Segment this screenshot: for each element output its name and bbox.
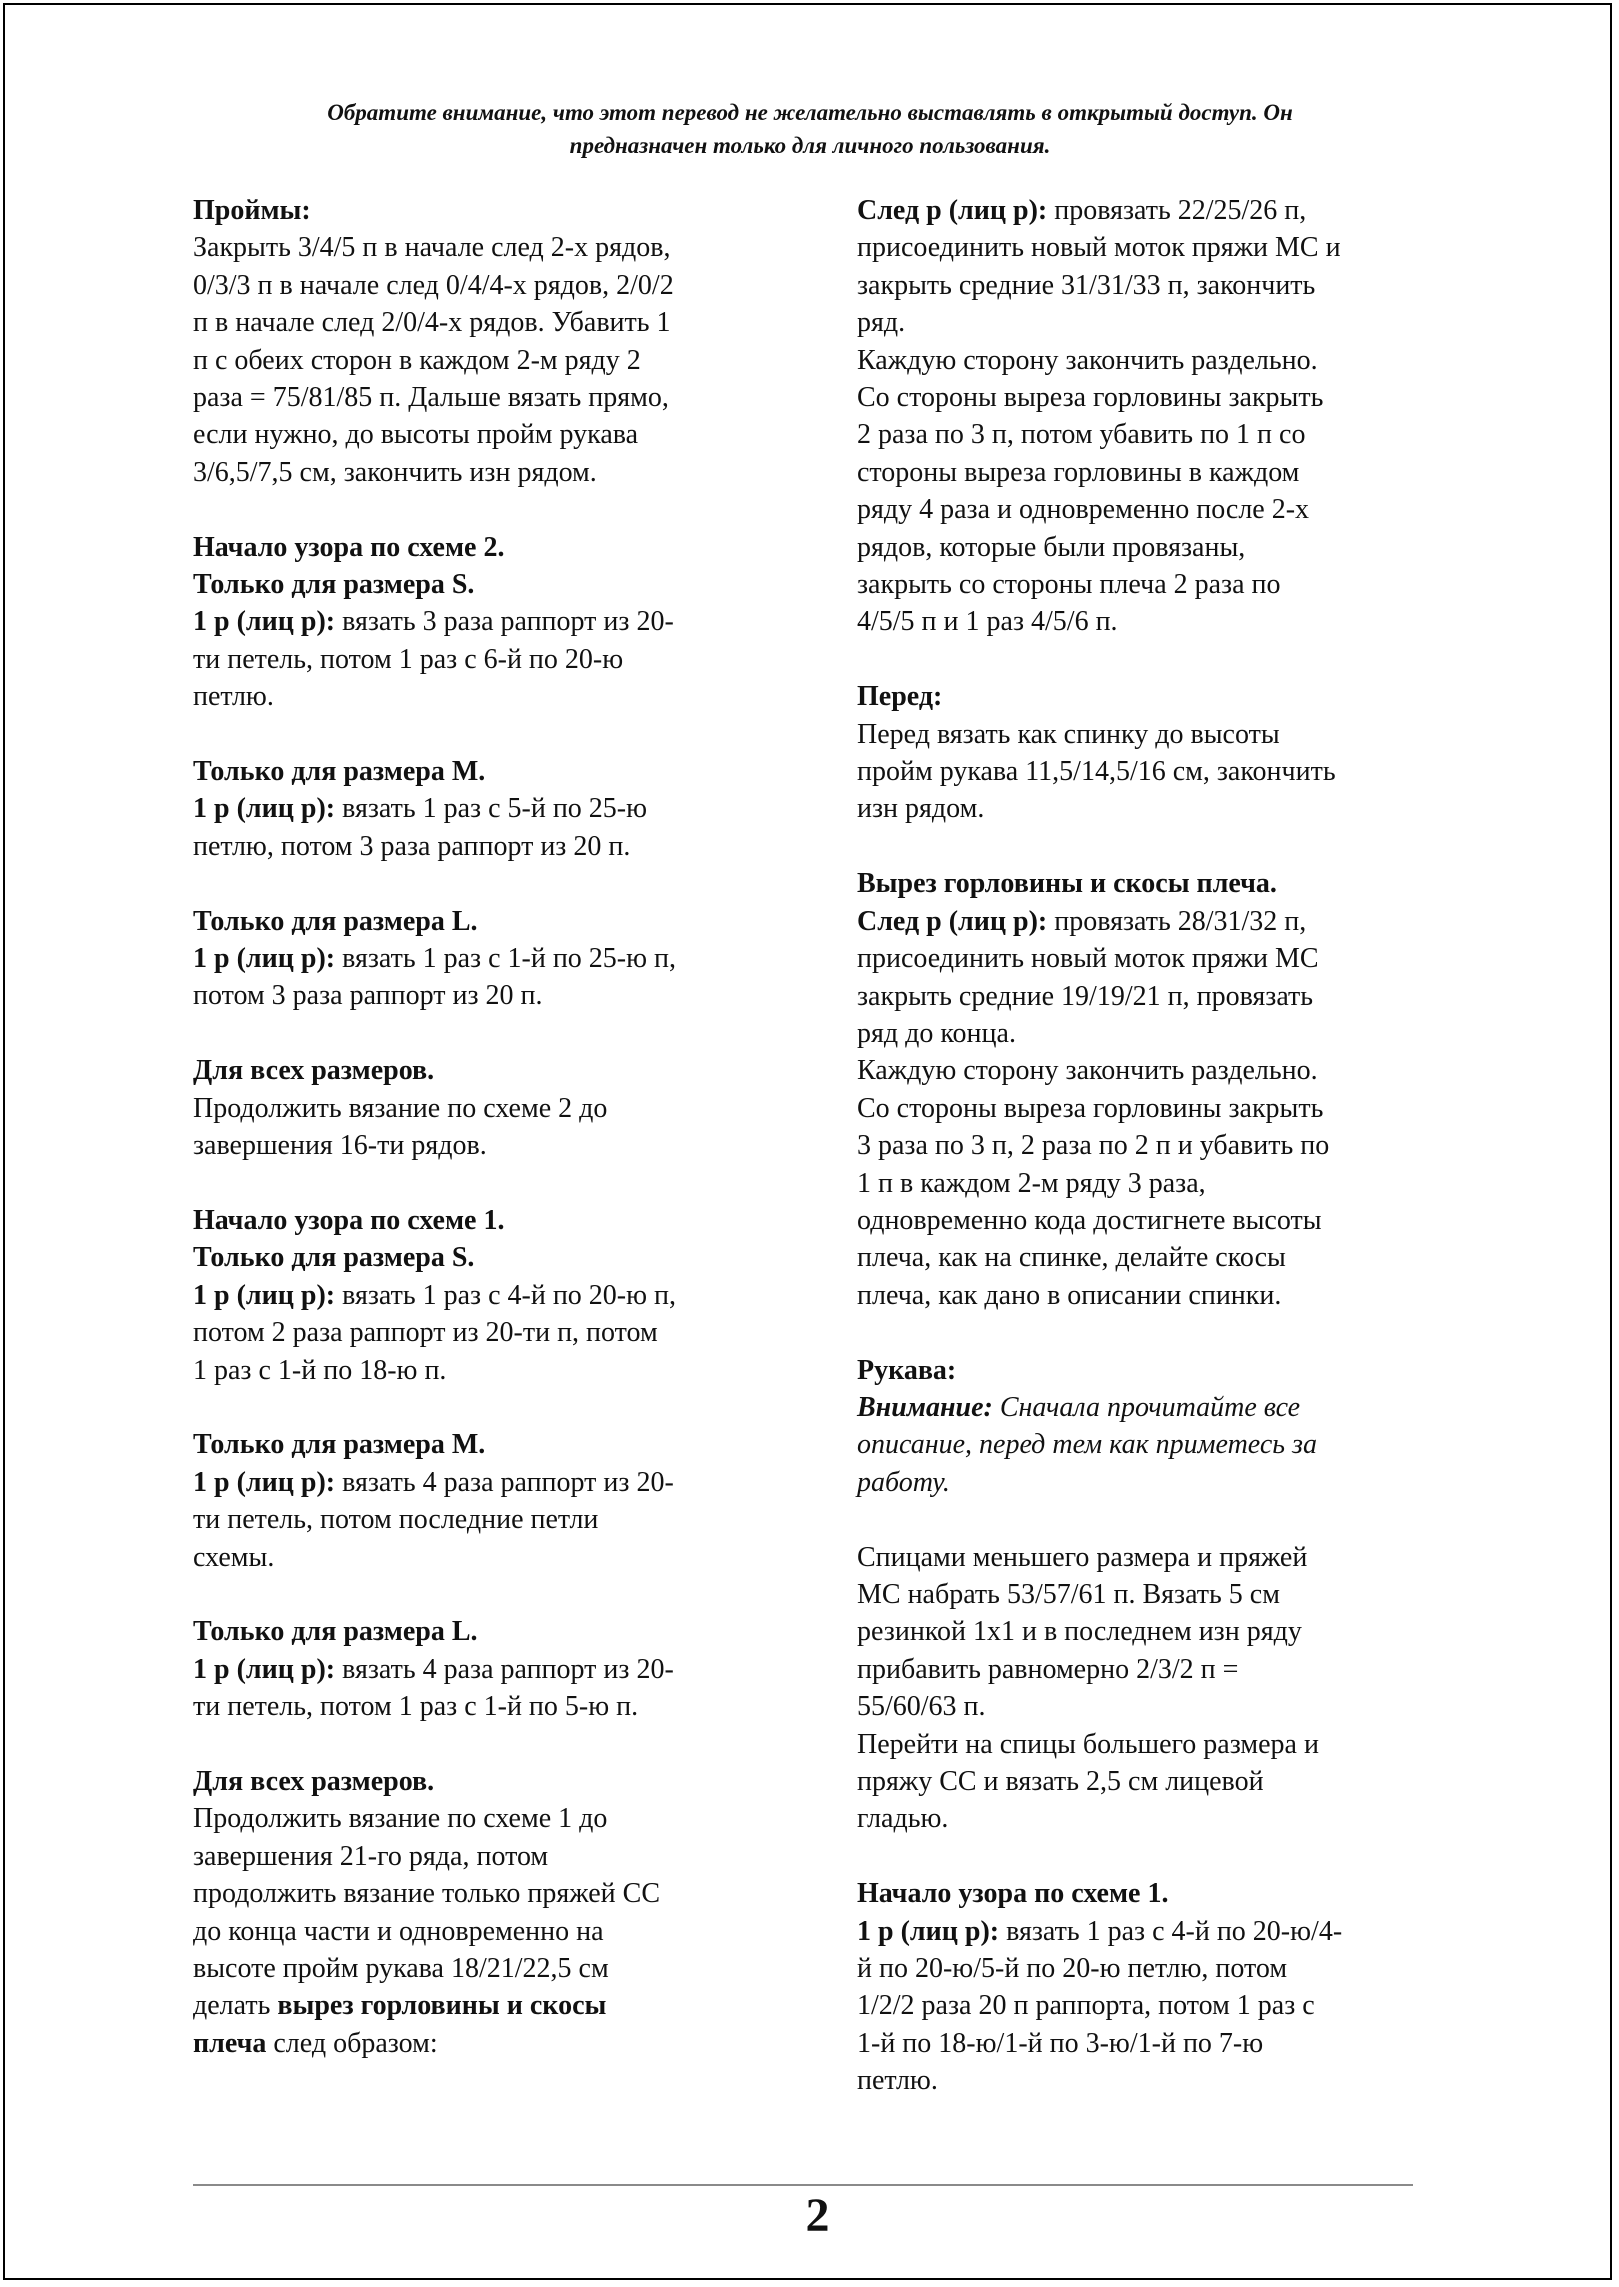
text-line: одновременно кода достигнете высоты	[857, 1204, 1322, 1236]
row-label: След р (лиц р):	[857, 905, 1048, 937]
text-line: Спицами меньшего размера и пряжей	[857, 1541, 1308, 1573]
text-line: гладью.	[857, 1803, 949, 1835]
text-line: 1/2/2 раза 20 п раппорта, потом 1 раз с	[857, 1990, 1315, 2022]
text-line: присоединить новый моток пряжи МС	[857, 943, 1319, 975]
text-line: ти петель, потом 1 раз с 1-й по 5-ю п.	[193, 1691, 639, 1723]
text-line	[193, 1277, 778, 1314]
size-heading: Только для размера L.	[193, 1616, 478, 1648]
row-label: След р (лиц р):	[857, 195, 1048, 226]
text-run: вязать 3 раза раппорт из 20-	[335, 606, 674, 638]
text-line	[193, 940, 778, 977]
pattern2-section	[193, 529, 778, 1165]
text-line: 3/6,5/7,5 см, закончить изн рядом.	[193, 456, 597, 488]
text-line: 4/5/5 п и 1 раз 4/5/6 п.	[857, 606, 1118, 638]
text-line: ти петель, потом 1 раз с 6-й по 20-ю	[193, 643, 624, 675]
text-line: высоте пройм рукава 18/21/22,5 см	[193, 1952, 609, 1984]
text-line: пряжу СС и вязать 2,5 см лицевой	[857, 1766, 1264, 1797]
footer-divider	[193, 2184, 1413, 2186]
text-line: Продолжить вязание по схеме 1 до	[193, 1803, 608, 1835]
emphasis-run: вырез горловины и скосы	[277, 1990, 607, 2022]
text-line: схемы.	[193, 1541, 275, 1573]
section-heading: Вырез горловины и скосы плеча.	[857, 868, 1277, 900]
attention-label: Внимание:	[857, 1391, 993, 1423]
text-line: Каждую сторону закончить раздельно.	[857, 1055, 1318, 1087]
text-run: вязать 1 раз с 1-й по 25-ю п,	[335, 943, 677, 975]
text-line: Каждую сторону закончить раздельно.	[857, 344, 1318, 376]
text-line: 3 раза по 3 п, 2 раза по 2 п и убавить по	[857, 1130, 1330, 1162]
text-line: продолжить вязание только пряжей СС	[193, 1878, 661, 1910]
text-line: ти петель, потом последние петли	[193, 1504, 599, 1536]
text-line: завершения 21-го ряда, потом	[193, 1840, 549, 1872]
row-label: 1 р (лиц р):	[193, 793, 336, 825]
row-label: 1 р (лиц р):	[193, 1279, 336, 1311]
text-line: 0/3/3 п в начале след 0/4/4-х рядов, 2/0/2	[193, 269, 674, 301]
text-line: Со стороны выреза горловины закрыть	[857, 382, 1324, 414]
text-line: Со стороны выреза горловины закрыть	[857, 1092, 1324, 1124]
text-line	[857, 1389, 1442, 1426]
row-label: 1 р (лиц р):	[857, 1915, 1000, 1947]
text-line: ряд.	[857, 307, 906, 339]
text-line	[193, 1464, 778, 1501]
text-line: петлю.	[193, 681, 274, 713]
text-run: провязать 28/31/32 п,	[1047, 905, 1307, 937]
notice-line: Обратите внимание, что этот перевод не желательно выставлять в открытый доступ. Он	[327, 100, 1293, 125]
text-line: рядов, которые были провязаны,	[857, 531, 1246, 563]
size-heading: Только для размера L.	[193, 905, 478, 937]
text-line: раза = 75/81/85 п. Дальше вязать прямо,	[193, 382, 669, 414]
row-label: 1 р (лиц р):	[193, 1653, 336, 1685]
section-heading: Перед:	[857, 681, 943, 713]
text-line: Перед вязать как спинку до высоты	[857, 718, 1280, 750]
text-line: п в начале след 2/0/4-х рядов. Убавить 1	[193, 307, 671, 339]
text-line	[193, 1651, 778, 1688]
row-label: 1 р (лиц р):	[193, 943, 336, 975]
notice-line: предназначен только для личного пользования.	[569, 133, 1051, 158]
text-line: описание, перед тем как приметесь за	[857, 1429, 1317, 1461]
size-heading: Только для размера М.	[193, 756, 486, 788]
text-line: пройм рукава 11,5/14,5/16 см, закончить	[857, 756, 1336, 788]
text-line: закрыть со стороны плеча 2 раза по	[857, 569, 1281, 601]
text-line: присоединить новый моток пряжи МС и	[857, 232, 1341, 264]
text-line: если нужно, до высоты пройм рукава	[193, 419, 639, 451]
text-line: п с обеих сторон в каждом 2-м ряду 2	[193, 344, 641, 376]
next-row-section	[857, 192, 1442, 641]
section-heading: Рукава:	[857, 1354, 957, 1386]
text-line	[193, 790, 778, 827]
text-line: петлю.	[857, 2065, 938, 2097]
text-line: потом 3 раза раппорт из 20 п.	[193, 980, 543, 1012]
text-line: ряд до конца.	[857, 1017, 1016, 1049]
text-line: 55/60/63 п.	[857, 1691, 986, 1723]
emphasis-run: плеча	[193, 2027, 267, 2059]
sleeve-pattern1-section	[857, 1875, 1442, 2099]
sleeves-section	[857, 1352, 1442, 1838]
size-heading: Только для размера S.	[193, 1242, 475, 1274]
text-line: Закрыть 3/4/5 п в начале след 2-х рядов,	[193, 232, 671, 264]
pattern1-section	[193, 1202, 778, 2062]
text-line: резинкой 1х1 и в последнем изн ряду	[857, 1616, 1302, 1648]
text-line: работу.	[857, 1466, 950, 1498]
armholes-section	[193, 192, 778, 491]
page-number: 2	[805, 2189, 830, 2242]
size-heading: Только для размера М.	[193, 1429, 486, 1461]
section-heading: Начало узора по схеме 2.	[193, 531, 505, 563]
text-line: плеча, как на спинке, делайте скосы	[857, 1242, 1286, 1274]
text-line: петлю, потом 3 раза раппорт из 20 п.	[193, 830, 631, 862]
text-line: закрыть средние 19/19/21 п, провязать	[857, 980, 1314, 1012]
text-line: 1-й по 18-ю/1-й по 3-ю/1-й по 7-ю	[857, 2027, 1264, 2059]
section-heading: Начало узора по схеме 1.	[193, 1204, 505, 1236]
row-label: 1 р (лиц р):	[193, 1466, 336, 1498]
text-line: плеча, как дано в описании спинки.	[857, 1279, 1282, 1311]
text-line: ряду 4 раза и одновременно после 2-х	[857, 494, 1310, 526]
text-line	[857, 903, 1442, 940]
right-column	[857, 192, 1442, 2100]
left-column	[193, 192, 778, 2062]
text-line: стороны выреза горловины в каждом	[857, 456, 1300, 488]
privacy-notice	[180, 96, 1440, 162]
front-section	[857, 678, 1442, 828]
text-run: вязать 1 раз с 4-й по 20-ю п,	[335, 1279, 677, 1311]
section-heading: Проймы:	[193, 195, 311, 226]
neckline-section	[857, 865, 1442, 1314]
size-heading: Для всех размеров.	[193, 1765, 435, 1797]
text-line: Перейти на спицы большего размера и	[857, 1728, 1319, 1760]
text-line: 1 раз с 1-й по 18-ю п.	[193, 1354, 447, 1386]
text-run: Сначала прочитайте все	[992, 1391, 1301, 1423]
text-run: вязать 1 раз с 5-й по 25-ю	[335, 793, 648, 825]
text-run: вязать 4 раза раппорт из 20-	[335, 1653, 674, 1685]
text-run: вязать 1 раз с 4-й по 20-ю/4-	[999, 1915, 1343, 1947]
text-line: потом 2 раза раппорт из 20-ти п, потом	[193, 1317, 658, 1349]
text-line: МС набрать 53/57/61 п. Вязать 5 см	[857, 1578, 1280, 1610]
row-label: 1 р (лиц р):	[193, 606, 336, 638]
size-heading: Только для размера S.	[193, 569, 475, 601]
size-heading: Для всех размеров.	[193, 1055, 435, 1087]
text-run: вязать 4 раза раппорт из 20-	[335, 1466, 674, 1498]
text-line: закрыть средние 31/31/33 п, закончить	[857, 269, 1316, 301]
text-line	[193, 2025, 778, 2062]
text-line: 1 п в каждом 2-м ряду 3 раза,	[857, 1167, 1206, 1199]
text-line: 2 раза по 3 п, потом убавить по 1 п со	[857, 419, 1306, 451]
text-line	[857, 1913, 1442, 1950]
text-line	[193, 603, 778, 640]
section-heading: Начало узора по схеме 1.	[857, 1878, 1169, 1910]
text-line: прибавить равномерно 2/3/2 п =	[857, 1653, 1239, 1685]
text-line: изн рядом.	[857, 793, 985, 825]
text-run: провязать 22/25/26 п,	[1047, 195, 1307, 226]
text-line	[857, 192, 1442, 229]
text-run: делать	[193, 1990, 278, 2022]
text-run: след образом:	[266, 2027, 438, 2059]
text-line: завершения 16-ти рядов.	[193, 1130, 487, 1162]
text-line: Продолжить вязание по схеме 2 до	[193, 1092, 608, 1124]
text-line: до конца части и одновременно на	[193, 1915, 604, 1947]
text-line: й по 20-ю/5-й по 20-ю петлю, потом	[857, 1953, 1288, 1985]
text-line	[193, 1987, 778, 2024]
